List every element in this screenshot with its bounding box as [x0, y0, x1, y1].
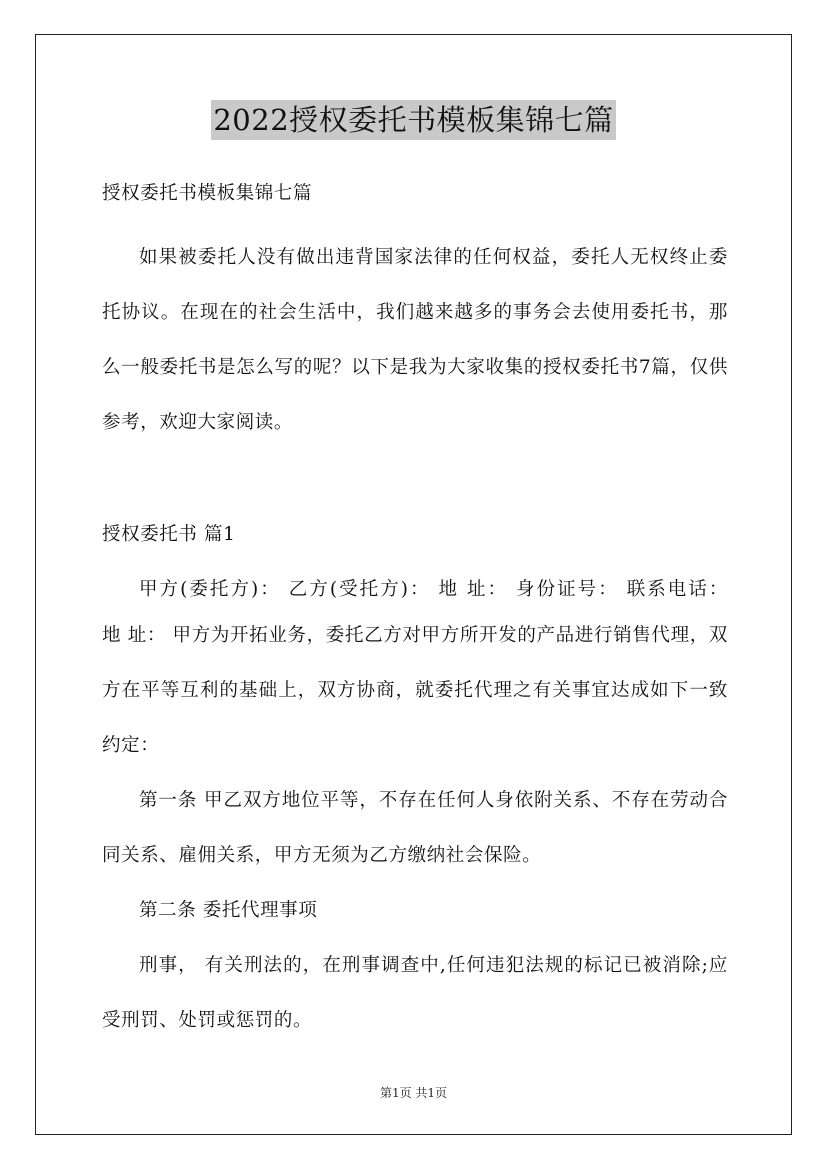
criminal-paragraph: 刑事， 有关刑法的，在刑事调查中,任何违犯法规的标记已被消除;应受刑罚、处罚或惩罚的。	[102, 955, 728, 1031]
parties-paragraph: 地 址： 甲方为开拓业务，委托乙方对甲方所开发的产品进行销售代理，双方在平等互利的基础上，双方协商，就委托代理之有关事宜达成如下一致约定：	[102, 625, 728, 756]
document-subtitle: 授权委托书模板集锦七篇	[102, 183, 313, 204]
section-heading: 授权委托书 篇1	[102, 524, 236, 545]
document-body	[102, 175, 728, 1048]
parties-line: 甲方(委托方)： 乙方(受托方)： 地 址： 身份证号： 联系电话：	[139, 579, 728, 600]
article-two-heading: 第二条 委托代理事项	[139, 900, 318, 921]
article-one: 第一条 甲乙双方地位平等，不存在任何人身依附关系、不存在劳动合同关系、雇佣关系，甲方无须为乙方缴纳社会保险。	[102, 790, 728, 866]
intro-paragraph: 如果被委托人没有做出违背国家法律的任何权益，委托人无权终止委托协议。在现在的社会生活中，我们越来越多的事务会去使用委托书，那么一般委托书是怎么写的呢？以下是我为大家收集的授权委托书7篇，仅供参考，欢迎大家阅读。	[102, 247, 728, 433]
page-footer: 第1页 共1页	[379, 1086, 448, 1100]
document-title: 2022授权委托书模板集锦七篇	[211, 100, 615, 140]
title-container	[0, 100, 827, 140]
